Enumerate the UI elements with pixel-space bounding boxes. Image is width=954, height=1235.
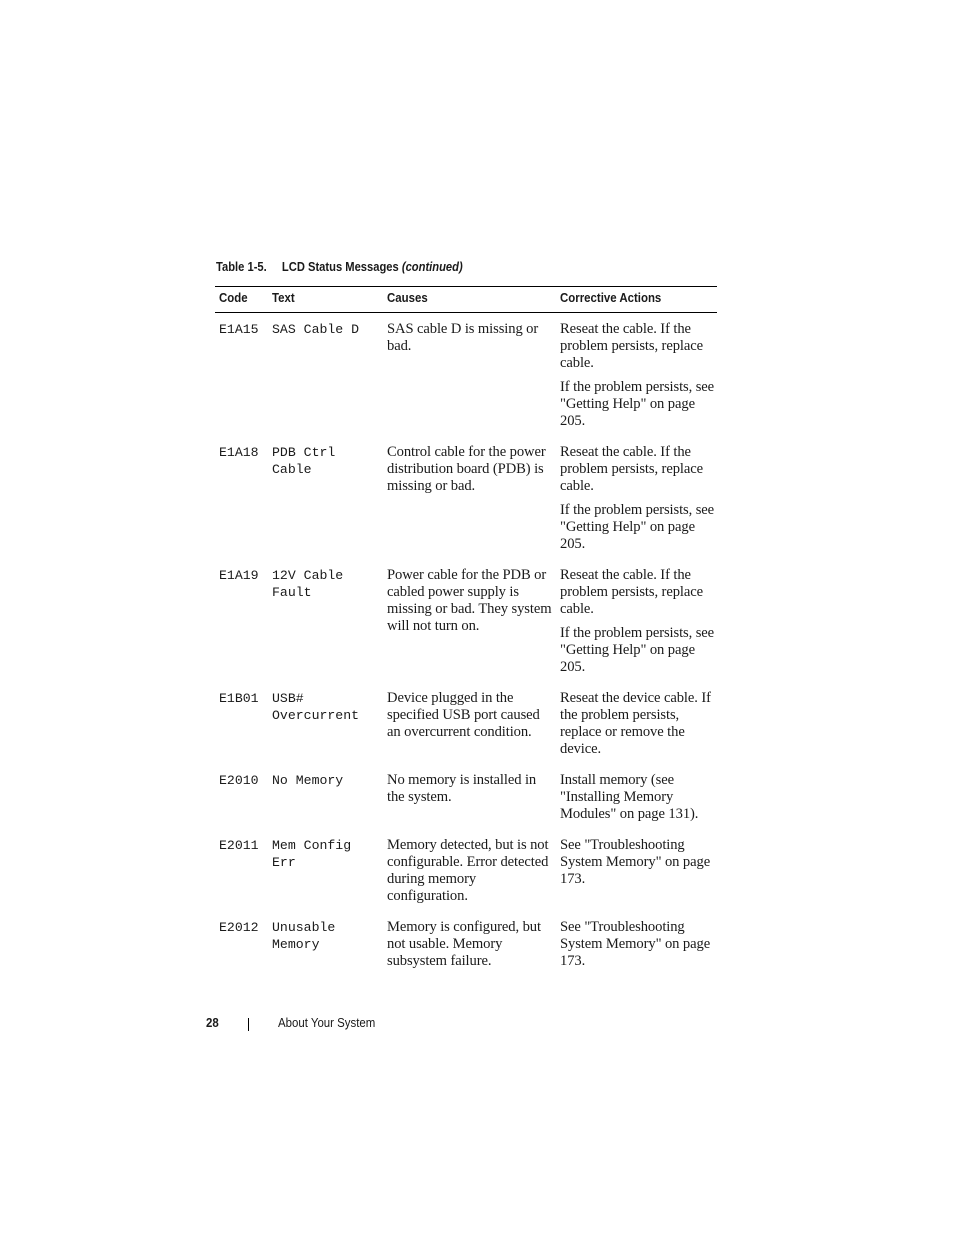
text-cell: SAS Cable D — [272, 322, 360, 337]
action-cell: See "Troubleshooting System Memory" on page 173. — [560, 919, 711, 969]
cause-cell: No memory is installed in the system. — [387, 772, 537, 805]
cause-cell: Memory is configured, but not usable. Memory subsystem failure. — [387, 919, 541, 969]
table-caption — [216, 259, 463, 274]
action-cell: Reseat the device cable. If the problem persists, replace or remove the device. — [560, 690, 711, 757]
header-text: Text — [268, 287, 383, 313]
cause-cell: Memory detected, but is not configurable. Error detected during memory configuration. — [387, 837, 549, 904]
code-cell: E1A15 — [219, 322, 259, 337]
action-cell: Reseat the cable. If the problem persists, replace cable. If the problem persists, see "Getting Help" on page 205. — [560, 567, 715, 675]
text-cell: No Memory — [272, 773, 344, 788]
cause-cell: Control cable for the power distribution board (PDB) is missing or bad. — [387, 444, 546, 494]
text-cell: PDB Ctrl Cable — [272, 445, 336, 477]
section-title: About Your System — [278, 1015, 376, 1030]
lcd-status-table — [215, 286, 717, 976]
table-row — [215, 313, 717, 437]
footer-separator — [248, 1018, 249, 1031]
table-number: Table 1-5. — [216, 259, 267, 274]
code-cell: E2012 — [219, 920, 259, 935]
text-cell: Mem Config Err — [272, 838, 352, 870]
header-code: Code — [215, 287, 268, 313]
table-row — [215, 559, 717, 682]
table-continued-note: (continued) — [401, 259, 463, 274]
action-cell: Install memory (see "Installing Memory Modules" on page 131). — [560, 772, 699, 822]
table-header-row — [215, 287, 717, 313]
cause-cell: Device plugged in the specified USB port caused an overcurrent condition. — [387, 690, 540, 740]
table-title: LCD Status Messages — [281, 259, 399, 274]
code-cell: E1A18 — [219, 445, 259, 460]
action-cell: See "Troubleshooting System Memory" on page 173. — [560, 837, 711, 887]
table-row — [215, 911, 717, 976]
table-row — [215, 764, 717, 829]
action-cell: Reseat the cable. If the problem persists, replace cable. If the problem persists, see "Getting Help" on page 205. — [560, 321, 715, 429]
action-cell: Reseat the cable. If the problem persists, replace cable. If the problem persists, see "Getting Help" on page 205. — [560, 444, 715, 552]
page-number: 28 — [206, 1015, 219, 1030]
code-cell: E2011 — [219, 838, 259, 853]
header-causes: Causes — [383, 287, 556, 313]
table-row — [215, 829, 717, 911]
header-corrective-actions: Corrective Actions — [556, 287, 717, 313]
cause-cell: SAS cable D is missing or bad. — [387, 321, 539, 354]
code-cell: E2010 — [219, 773, 259, 788]
code-cell: E1B01 — [219, 691, 259, 706]
code-cell: E1A19 — [219, 568, 259, 583]
text-cell: Unusable Memory — [272, 920, 336, 952]
text-cell: USB# Overcurrent — [272, 691, 360, 723]
text-cell: 12V Cable Fault — [272, 568, 344, 600]
table-row — [215, 436, 717, 559]
table-row — [215, 682, 717, 764]
cause-cell: Power cable for the PDB or cabled power supply is missing or bad. They system will not turn on. — [387, 567, 552, 634]
